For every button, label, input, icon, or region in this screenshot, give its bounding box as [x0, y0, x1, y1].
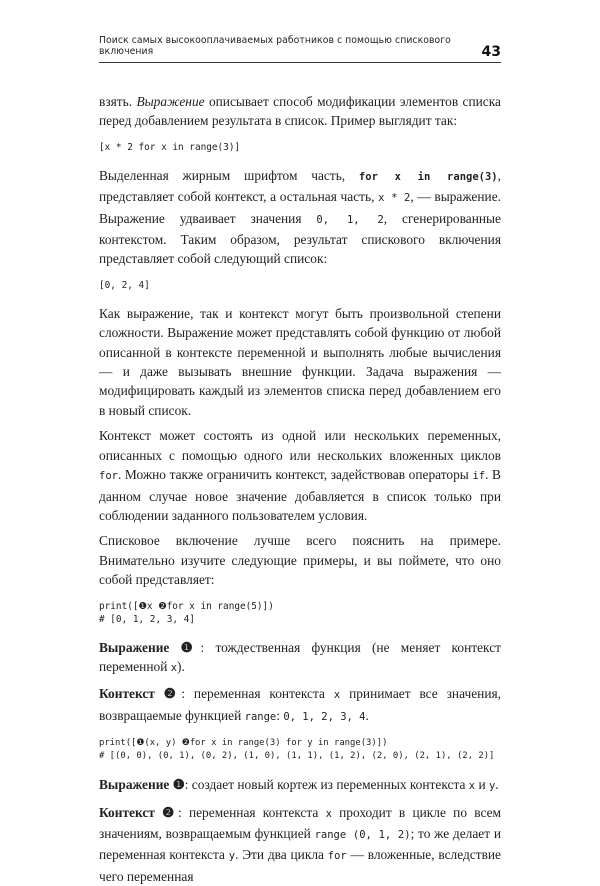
text-span: , сгенерированные контекстом. Таким образом, результат спискового включения представляет собой следующий список: [99, 210, 501, 267]
inline-code: x [468, 780, 476, 793]
text-span: описывает способ модификации элементов списка перед добавлением результата в список. Пример выглядит так: [99, 94, 501, 129]
text-span: и [475, 777, 489, 793]
code-line: # [(0, 0), (0, 1), (0, 2), (1, 0), (1, 1), (1, 2), (2, 0), (2, 1), (2, 2)] [99, 751, 495, 762]
inline-code: for [327, 850, 347, 863]
code-line: print([❶x ❷for x in range(5)]) [99, 600, 274, 612]
inline-code: x * 2 [378, 192, 411, 205]
inline-code: 0, 1, 2 [316, 213, 384, 226]
inline-code: x [325, 807, 332, 820]
paragraph-context-2 [99, 803, 501, 886]
text-span: — вложенные, вследствие чего переменная [99, 847, 501, 884]
text-span: , — выражение. Выражение удваивает значения [99, 189, 501, 226]
text-span: . Эти два цикла [235, 847, 328, 863]
text-span: проходит в цикле по всем значениям, возвращаемым функцией [99, 804, 502, 841]
paragraph-expression-1 [99, 638, 501, 679]
text-span: , представляет собой контекст, а остальная часть, [99, 167, 501, 205]
code-line: # [0, 1, 2, 3, 4] [99, 613, 195, 625]
code-block-example [99, 141, 501, 154]
text-span: : переменная контекста [181, 686, 334, 702]
code-block-example-2 [99, 737, 501, 763]
inline-code: y [228, 850, 236, 863]
code-block-example-1 [99, 600, 501, 626]
text-span: . [495, 777, 499, 793]
page-body [99, 92, 501, 886]
code-block-result [99, 279, 501, 292]
term-label: Контекст ❷ [99, 804, 178, 820]
text-span: ; то же делает и переменная контекста [99, 825, 502, 863]
term-label: Выражение ❶ [99, 777, 185, 793]
code-line: print([❶(x, y) ❷for x in range(3) for y in range(3)]) [99, 738, 388, 749]
text-span: Контекст может состоять из одной или нескольких переменных, описанных с помощью одного или нескольких вложенных циклов [99, 428, 501, 463]
inline-code: range [244, 710, 277, 723]
code-line: [x * 2 for x in range(3)] [99, 141, 241, 153]
text-span: Выделенная жирным шрифтом часть, [99, 167, 359, 183]
paragraph-expression-2 [99, 775, 501, 796]
text-span: : создает новый кортеж из переменных контекста [184, 777, 469, 793]
paragraph-expression-intro [99, 92, 501, 131]
inline-code: if [472, 470, 486, 483]
text-span: . В данном случае новое значение добавляется в список только при соблюдении заданного пользователем условия. [99, 467, 501, 523]
paragraph-context-explanation [99, 166, 501, 269]
inline-code: for [99, 470, 118, 483]
paragraph-examples-intro: Списковое включение лучше всего пояснить на примере. Внимательно изучите следующие примеры, и вы поймете, что оно собой представляет: [99, 533, 501, 588]
inline-code: x [170, 661, 178, 674]
term-label: Контекст ❷ [99, 686, 182, 702]
inline-code: 0, 1, 2, 3, 4 [283, 710, 366, 723]
text-span: . [365, 707, 369, 723]
paragraph-context-variables [99, 426, 501, 525]
text-span: ). [177, 658, 185, 674]
paragraph-complexity: Как выражение, так и контекст могут быть произвольной степени сложности. Выражение может представлять собой функцию от любой описанной в контексте переменной и выполнять любые вычисления — и даже вызывать внешние функции. Задача выражения — модифицировать каждый из элементов списка перед добавлением его в новый список. [99, 305, 501, 418]
inline-code: x [333, 689, 341, 702]
text-span: : переменная контекста [178, 804, 326, 820]
text-span: : [276, 707, 284, 723]
page-header [99, 35, 501, 63]
inline-code: range (0, 1, 2) [314, 828, 411, 841]
paragraph-context-1 [99, 684, 501, 727]
code-line: [0, 2, 4] [99, 279, 150, 291]
text-span: : тождественная функция (не меняет контекст переменной [99, 639, 502, 674]
page-number: 43 [481, 44, 501, 60]
inline-code: y [488, 780, 496, 793]
text-span: . Можно также ограничить контекст, задействовав операторы [117, 467, 473, 483]
text-span: принимает все значения, возвращаемые функцией [99, 686, 502, 723]
term-label: Выражение ❶ [99, 639, 201, 655]
running-title: Поиск самых высокооплачиваемых работников с помощью спискового включения [99, 35, 451, 57]
text-span: взять. [99, 94, 137, 109]
emphasis-term: Выражение [136, 94, 205, 109]
inline-code: for x in range(3) [358, 170, 498, 183]
